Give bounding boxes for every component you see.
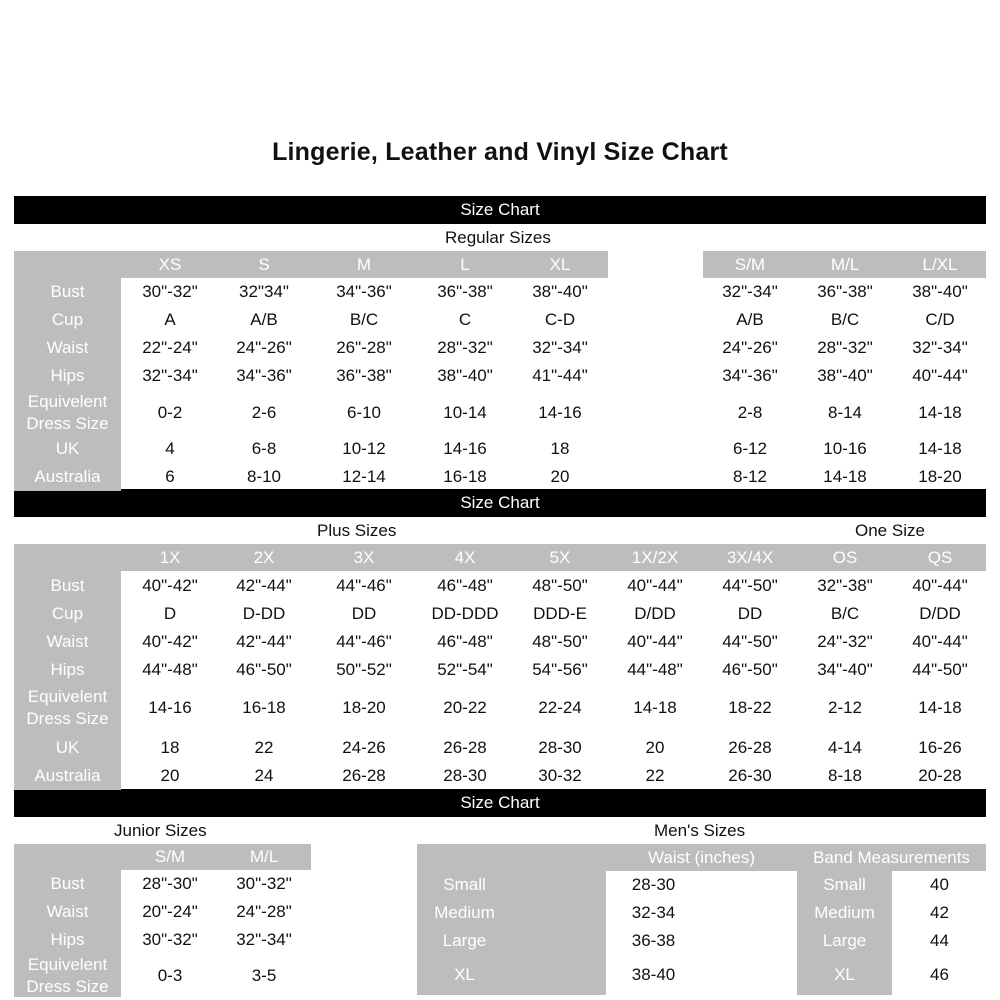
mens-size-label: Large — [442, 931, 487, 950]
plus-cell: 48"-50" — [532, 632, 588, 651]
plus-cell: DD-DDD — [431, 604, 499, 623]
plus-cell: 20 — [645, 738, 665, 757]
regular-cell: A — [164, 310, 176, 329]
plus-cell: D/DD — [919, 604, 961, 623]
regular-cell: 38"-40" — [437, 366, 493, 385]
regular-cell: 38"-40" — [532, 282, 588, 301]
regular-cell: 6-8 — [251, 439, 277, 458]
size-chart-bar-1: Size Chart — [14, 196, 986, 224]
junior-row-label-hips: Hips — [50, 930, 85, 949]
mens-size-label: XL — [454, 965, 475, 984]
plus-cell: 14-18 — [918, 698, 962, 717]
junior-cell: 0-3 — [157, 966, 183, 985]
plus-cell: 44"-46" — [336, 576, 392, 595]
regular-cell: 34"-36" — [722, 366, 778, 385]
plus-cell: 2-12 — [827, 698, 863, 717]
regular-cell: 38"-40" — [817, 366, 873, 385]
mens-waist-value: 28-30 — [631, 875, 676, 894]
regular-cell: 8-12 — [732, 467, 768, 486]
plus-cell: B/C — [830, 604, 860, 623]
plus-cell: 22 — [645, 766, 665, 785]
mens-size-label: Medium — [434, 903, 495, 922]
regular-cell: 24"-26" — [236, 338, 292, 357]
plus-cell: 44"-50" — [912, 660, 968, 679]
junior-row-label-equiv: Equivelent Dress Size — [26, 955, 109, 996]
plus-cell: 44"-48" — [627, 660, 683, 679]
regular-cell: 36"-38" — [336, 366, 392, 385]
regular-cell — [608, 334, 703, 362]
plus-cell: 16-26 — [918, 738, 962, 757]
plus-col-header: QS — [927, 547, 953, 567]
row-label-equiv: Equivelent Dress Size — [26, 392, 109, 433]
junior-cell: 32"-34" — [236, 930, 292, 949]
regular-cell: 32"-34" — [142, 366, 198, 385]
plus-cell: 14-18 — [633, 698, 677, 717]
regular-cell — [608, 278, 703, 306]
regular-cell: 36"-38" — [437, 282, 493, 301]
plus-cell: 18-22 — [728, 698, 772, 717]
plus-col-header: 3X/4X — [726, 547, 774, 567]
regular-cell: 0-2 — [157, 403, 183, 422]
regular-col-header — [608, 251, 703, 278]
row-label-waist: Waist — [46, 632, 89, 651]
regular-cell — [608, 463, 703, 491]
plus-cell: 16-18 — [242, 698, 286, 717]
regular-cell: 10-16 — [823, 439, 867, 458]
regular-cell: 14-16 — [443, 439, 487, 458]
regular-cell — [608, 391, 703, 435]
regular-cell: 2-6 — [251, 403, 277, 422]
row-label-bust: Bust — [50, 282, 85, 301]
plus-cell: 28-30 — [443, 766, 487, 785]
size-chart-bar-3: Size Chart — [14, 789, 986, 817]
regular-cell: 28"-32" — [817, 338, 873, 357]
regular-cell: 40"-44" — [912, 366, 968, 385]
regular-cell: 6-12 — [732, 439, 768, 458]
regular-cell: 20 — [550, 467, 570, 486]
plus-col-header: 1X/2X — [631, 547, 679, 567]
regular-cell: 34"-36" — [336, 282, 392, 301]
regular-cell: 6 — [165, 467, 175, 486]
row-label-hips: Hips — [50, 660, 85, 679]
regular-col-header: L/XL — [922, 254, 958, 274]
regular-sizes-label: Regular Sizes — [445, 228, 551, 247]
regular-col-header: XS — [158, 254, 182, 274]
junior-cell: 30"-32" — [236, 874, 292, 893]
mens-waist-value: 38-40 — [631, 965, 676, 984]
row-label-equiv: Equivelent Dress Size — [26, 687, 109, 728]
regular-cell: C — [458, 310, 472, 329]
junior-row-label-waist: Waist — [46, 902, 89, 921]
plus-cell: DDD-E — [533, 604, 587, 623]
junior-cell: 3-5 — [251, 966, 277, 985]
plus-sizes-label: Plus Sizes — [317, 521, 397, 540]
page-title: Lingerie, Leather and Vinyl Size Chart — [272, 138, 728, 166]
regular-cell: 24"-26" — [722, 338, 778, 357]
plus-cell: 30-32 — [538, 766, 582, 785]
regular-cell: 8-14 — [827, 403, 863, 422]
plus-cell: 46"-48" — [437, 632, 493, 651]
plus-col-header: OS — [832, 547, 858, 567]
mens-sizes-label: Men's Sizes — [654, 821, 746, 840]
mens-band-value: 40 — [930, 875, 949, 894]
regular-cell: 38"-40" — [912, 282, 968, 301]
regular-cell: 14-18 — [918, 439, 962, 458]
junior-cell: 28"-30" — [142, 874, 198, 893]
regular-cell: 34"-36" — [236, 366, 292, 385]
plus-cell: 18-20 — [342, 698, 386, 717]
size-chart-bar-2: Size Chart — [14, 489, 986, 517]
plus-cell: 40"-44" — [627, 576, 683, 595]
mens-waist-value: 32-34 — [631, 903, 676, 922]
mens-band-header: Band Measurements — [813, 847, 970, 867]
regular-col-header: S/M — [734, 254, 766, 274]
plus-col-header: 3X — [353, 547, 375, 567]
regular-cell: 10-14 — [443, 403, 487, 422]
mens-band-size-label: Small — [823, 875, 866, 894]
mens-size-label: Small — [443, 875, 486, 894]
plus-cell: 50"-52" — [336, 660, 392, 679]
regular-cell: 32"-34" — [912, 338, 968, 357]
plus-cell: 20-28 — [918, 766, 962, 785]
row-label-cup: Cup — [51, 604, 84, 623]
plus-cell: 44"-46" — [336, 632, 392, 651]
regular-cell: 14-18 — [823, 467, 867, 486]
plus-cell: D-DD — [242, 604, 286, 623]
junior-row-label-bust: Bust — [50, 874, 85, 893]
regular-cell — [608, 362, 703, 390]
plus-cell: 40"-42" — [142, 632, 198, 651]
plus-cell: 42"-44" — [236, 576, 292, 595]
regular-cell: B/C — [349, 310, 379, 329]
regular-cell: 32"34" — [239, 282, 289, 301]
plus-cell: 20 — [160, 766, 180, 785]
row-label-cup: Cup — [51, 310, 84, 329]
plus-cell: 26-28 — [728, 738, 772, 757]
regular-cell: B/C — [830, 310, 860, 329]
junior-col-header: S/M — [154, 847, 186, 866]
plus-cell: 44"-50" — [722, 576, 778, 595]
plus-cell: 34"-40" — [817, 660, 873, 679]
mens-band-value: 42 — [930, 903, 949, 922]
regular-cell: 18 — [550, 439, 570, 458]
regular-col-header: M — [356, 254, 372, 274]
plus-cell: 22 — [254, 738, 274, 757]
plus-cell: D/DD — [634, 604, 676, 623]
plus-col-header: 4X — [454, 547, 476, 567]
mens-band-value: 46 — [930, 965, 949, 984]
plus-cell: 4-14 — [827, 738, 863, 757]
plus-cell: 8-18 — [827, 766, 863, 785]
regular-col-header: M/L — [830, 254, 860, 274]
plus-cell: 40"-44" — [627, 632, 683, 651]
regular-cell: 2-8 — [737, 403, 763, 422]
plus-col-header: 1X — [159, 547, 181, 567]
row-label-uk: UK — [55, 738, 80, 757]
junior-col-header: M/L — [249, 847, 279, 866]
regular-cell: 41"-44" — [532, 366, 588, 385]
mens-band-value: 44 — [930, 931, 949, 950]
regular-cell: 16-18 — [443, 467, 487, 486]
plus-cell: 14-16 — [148, 698, 192, 717]
regular-cell — [608, 435, 703, 463]
plus-cell: 46"-48" — [437, 576, 493, 595]
regular-cell: 10-12 — [342, 439, 386, 458]
plus-cell: 42"-44" — [236, 632, 292, 651]
plus-cell: 26-28 — [342, 766, 386, 785]
regular-col-header: L — [460, 254, 470, 274]
row-label-hips: Hips — [50, 366, 85, 385]
plus-cell: 54"-56" — [532, 660, 588, 679]
plus-cell: 26-28 — [443, 738, 487, 757]
plus-cell: 46"-50" — [722, 660, 778, 679]
row-label-australia: Australia — [34, 766, 101, 785]
plus-cell: 46"-50" — [236, 660, 292, 679]
plus-cell: 18 — [160, 738, 180, 757]
plus-cell: 22-24 — [538, 698, 582, 717]
plus-cell: 24-26 — [342, 738, 386, 757]
plus-cell: DD — [351, 604, 377, 623]
plus-cell: 28-30 — [538, 738, 582, 757]
plus-cell: 20-22 — [443, 698, 487, 717]
row-label-australia: Australia — [34, 467, 101, 486]
regular-cell: A/B — [250, 310, 278, 329]
junior-cell: 30"-32" — [142, 930, 198, 949]
plus-cell: 24 — [254, 766, 274, 785]
regular-cell: 28"-32" — [437, 338, 493, 357]
regular-cell: 26"-28" — [336, 338, 392, 357]
plus-cell: 40"-44" — [912, 632, 968, 651]
regular-cell: 8-10 — [246, 467, 282, 486]
regular-cell: 14-18 — [918, 403, 962, 422]
junior-cell: 20"-24" — [142, 902, 198, 921]
regular-cell: 6-10 — [346, 403, 382, 422]
plus-cell: 48"-50" — [532, 576, 588, 595]
junior-cell: 24"-28" — [236, 902, 292, 921]
plus-cell: 44"-48" — [142, 660, 198, 679]
regular-cell: 32"-34" — [532, 338, 588, 357]
plus-col-header: 5X — [549, 547, 571, 567]
regular-cell: 32"-34" — [722, 282, 778, 301]
regular-cell — [608, 306, 703, 334]
mens-waist-value: 36-38 — [631, 931, 676, 950]
regular-col-header: XL — [549, 254, 571, 274]
regular-cell: C-D — [544, 310, 576, 329]
row-label-uk: UK — [55, 439, 80, 458]
plus-cell: 26-30 — [728, 766, 772, 785]
regular-col-header: S — [258, 254, 270, 274]
regular-cell: 30"-32" — [142, 282, 198, 301]
regular-cell: 4 — [165, 439, 175, 458]
plus-col-header: 2X — [253, 547, 275, 567]
regular-cell: 36"-38" — [817, 282, 873, 301]
plus-cell: D — [163, 604, 177, 623]
row-label-bust: Bust — [50, 576, 85, 595]
regular-cell: A/B — [736, 310, 764, 329]
junior-sizes-label: Junior Sizes — [114, 821, 207, 840]
regular-cell: 14-16 — [538, 403, 582, 422]
regular-cell: 22"-24" — [142, 338, 198, 357]
plus-cell: 24"-32" — [817, 632, 873, 651]
regular-cell: 12-14 — [342, 467, 386, 486]
plus-cell: 52"-54" — [437, 660, 493, 679]
plus-cell: DD — [737, 604, 763, 623]
one-size-label: One Size — [855, 521, 925, 540]
plus-cell: 32"-38" — [817, 576, 873, 595]
plus-cell: 40"-42" — [142, 576, 198, 595]
plus-cell: 44"-50" — [722, 632, 778, 651]
mens-waist-header: Waist (inches) — [647, 847, 756, 867]
mens-band-size-label: Large — [822, 931, 867, 950]
mens-band-size-label: XL — [834, 965, 855, 984]
mens-band-size-label: Medium — [814, 903, 875, 922]
row-label-waist: Waist — [46, 338, 89, 357]
regular-cell: 18-20 — [918, 467, 962, 486]
plus-cell: 40"-44" — [912, 576, 968, 595]
regular-cell: C/D — [925, 310, 955, 329]
